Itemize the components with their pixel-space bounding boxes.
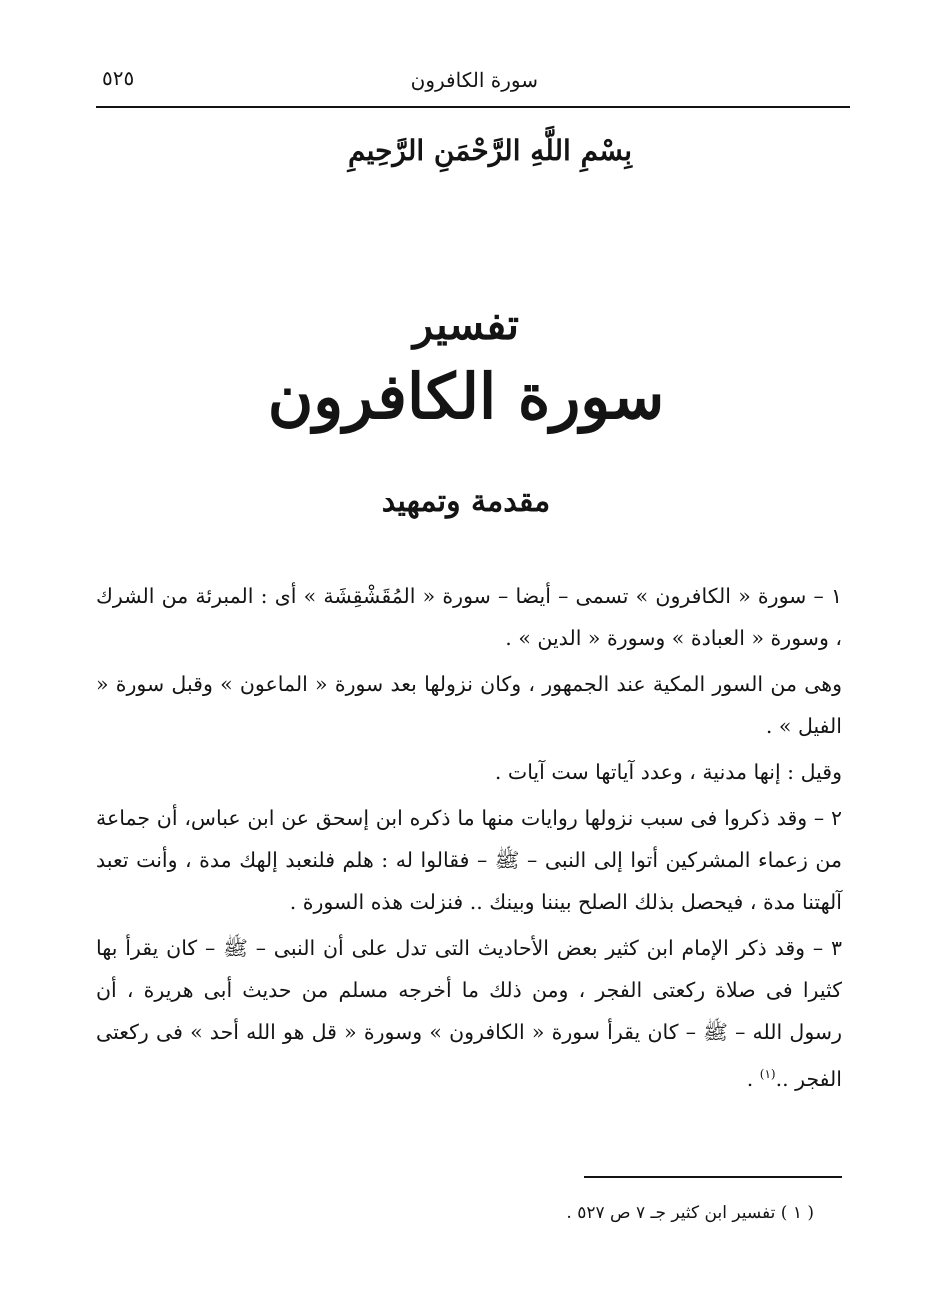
header-title: سورة الكافرون [410,68,538,92]
title-line-2: سورة الكافرون [267,360,665,433]
header-rule [96,106,850,108]
footnote-rule [584,1176,842,1178]
body-text [96,575,842,1104]
section-heading: مقدمة وتمهيد [381,484,551,519]
basmala: بِسْمِ اللَّهِ الرَّحْمَنِ الرَّحِيمِ [348,134,632,167]
paragraph-5-tail: . [746,1066,760,1091]
paragraph-3: وقيل : إنها مدنية ، وعدد آياتها ست آيات . [494,760,842,784]
running-header [96,62,850,98]
title-line-1: تفسير [412,300,520,349]
paragraph-1: ١ – سورة « الكافرون » تسمى – أيضا – سورة « المُقَشْقِشَة » أى : المبرئة من الشرك ، وسورة « العبادة » وسورة « الدين » . [96,584,842,650]
paragraph-5 [96,927,842,1100]
footnote: ( ١ ) تفسير ابن كثير جـ ٧ ص ٥٢٧ . [566,1203,814,1223]
page-number: ٥٢٥ [102,66,135,90]
paragraph-4: ٢ – وقد ذكروا فى سبب نزولها روايات منها ما ذكره ابن إسحق عن ابن عباس، أن جماعة من زعماء المشركين أتوا إلى النبى – ﷺ – فقالوا له : هلم فلنعبد إلهك مدة ، وأنت تعبد آلهتنا مدة ، فيحصل بذلك الصلح بيننا وبينك .. فنزلت هذه السورة . [96,806,842,914]
footnote-marker: (١) [759,1067,776,1081]
paragraph-5-text: ٣ – وقد ذكر الإمام ابن كثير بعض الأحاديث التى تدل على أن النبى – ﷺ – كان يقرأ بها كثيرا فى صلاة ركعتى الفجر ، ومن ذلك ما أخرجه مسلم من حديث أبى هريرة ، أن رسول الله – ﷺ – كان يقرأ سورة « الكافرون » وسورة « قل هو الله أحد » فى ركعتى الفجر .. [96,936,842,1091]
paragraph-2: وهى من السور المكية عند الجمهور ، وكان نزولها بعد سورة « الماعون » وقبل سورة « الفيل » . [96,672,842,738]
